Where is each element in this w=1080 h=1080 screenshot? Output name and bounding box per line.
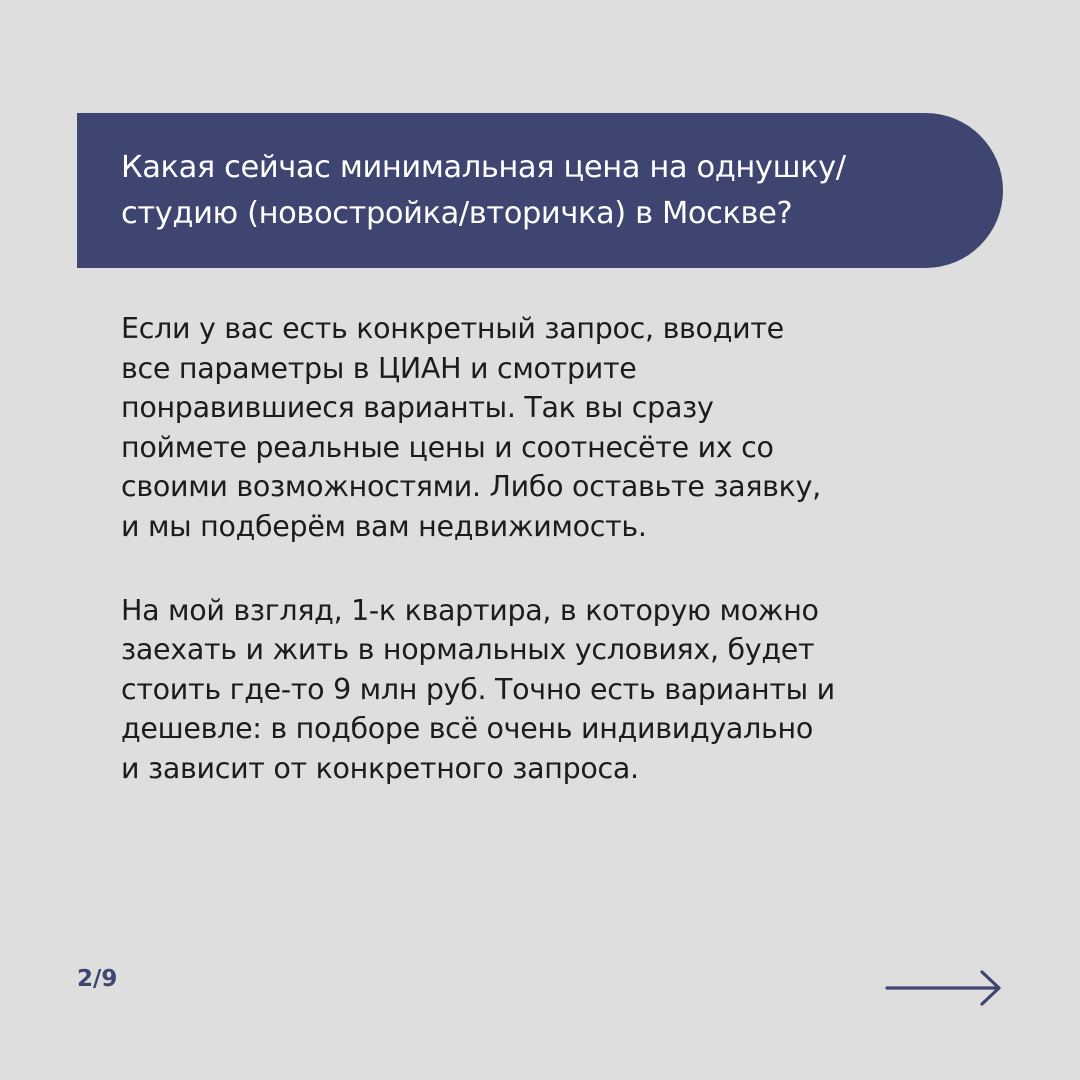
- question-line: Какая сейчас минимальная цена на однушку/: [121, 150, 846, 185]
- answer-line: и мы подберём вам недвижимость.: [121, 509, 647, 543]
- answer-paragraph: [121, 309, 835, 547]
- answer-text: [121, 309, 835, 833]
- page-counter: 2/9: [77, 966, 118, 992]
- answer-line: Если у вас есть конкретный запрос, вводите: [121, 312, 784, 345]
- answer-line: и зависит от конкретного запроса.: [121, 751, 639, 785]
- question-banner: [77, 113, 1003, 268]
- answer-line: дешевле: в подборе всё очень индивидуально: [121, 712, 813, 746]
- answer-line: поймете реальные цены и соотнесёте их со: [121, 430, 774, 464]
- answer-line: все параметры в ЦИАН и смотрите: [121, 351, 637, 385]
- question-line: студию (новостройка/вторичка) в Москве?: [121, 196, 793, 231]
- answer-line: заехать и жить в нормальных условиях, будет: [121, 633, 815, 667]
- answer-line: своими возможностями. Либо оставьте заявку,: [121, 470, 821, 504]
- answer-line: На мой взгляд, 1-к квартира, в которую можно: [121, 593, 819, 627]
- arrow-right-icon[interactable]: [884, 968, 1004, 1008]
- answer-paragraph: [121, 591, 835, 789]
- answer-line: стоить где-то 9 млн руб. Точно есть варианты и: [121, 672, 835, 706]
- answer-line: понравившиеся варианты. Так вы сразу: [121, 391, 714, 425]
